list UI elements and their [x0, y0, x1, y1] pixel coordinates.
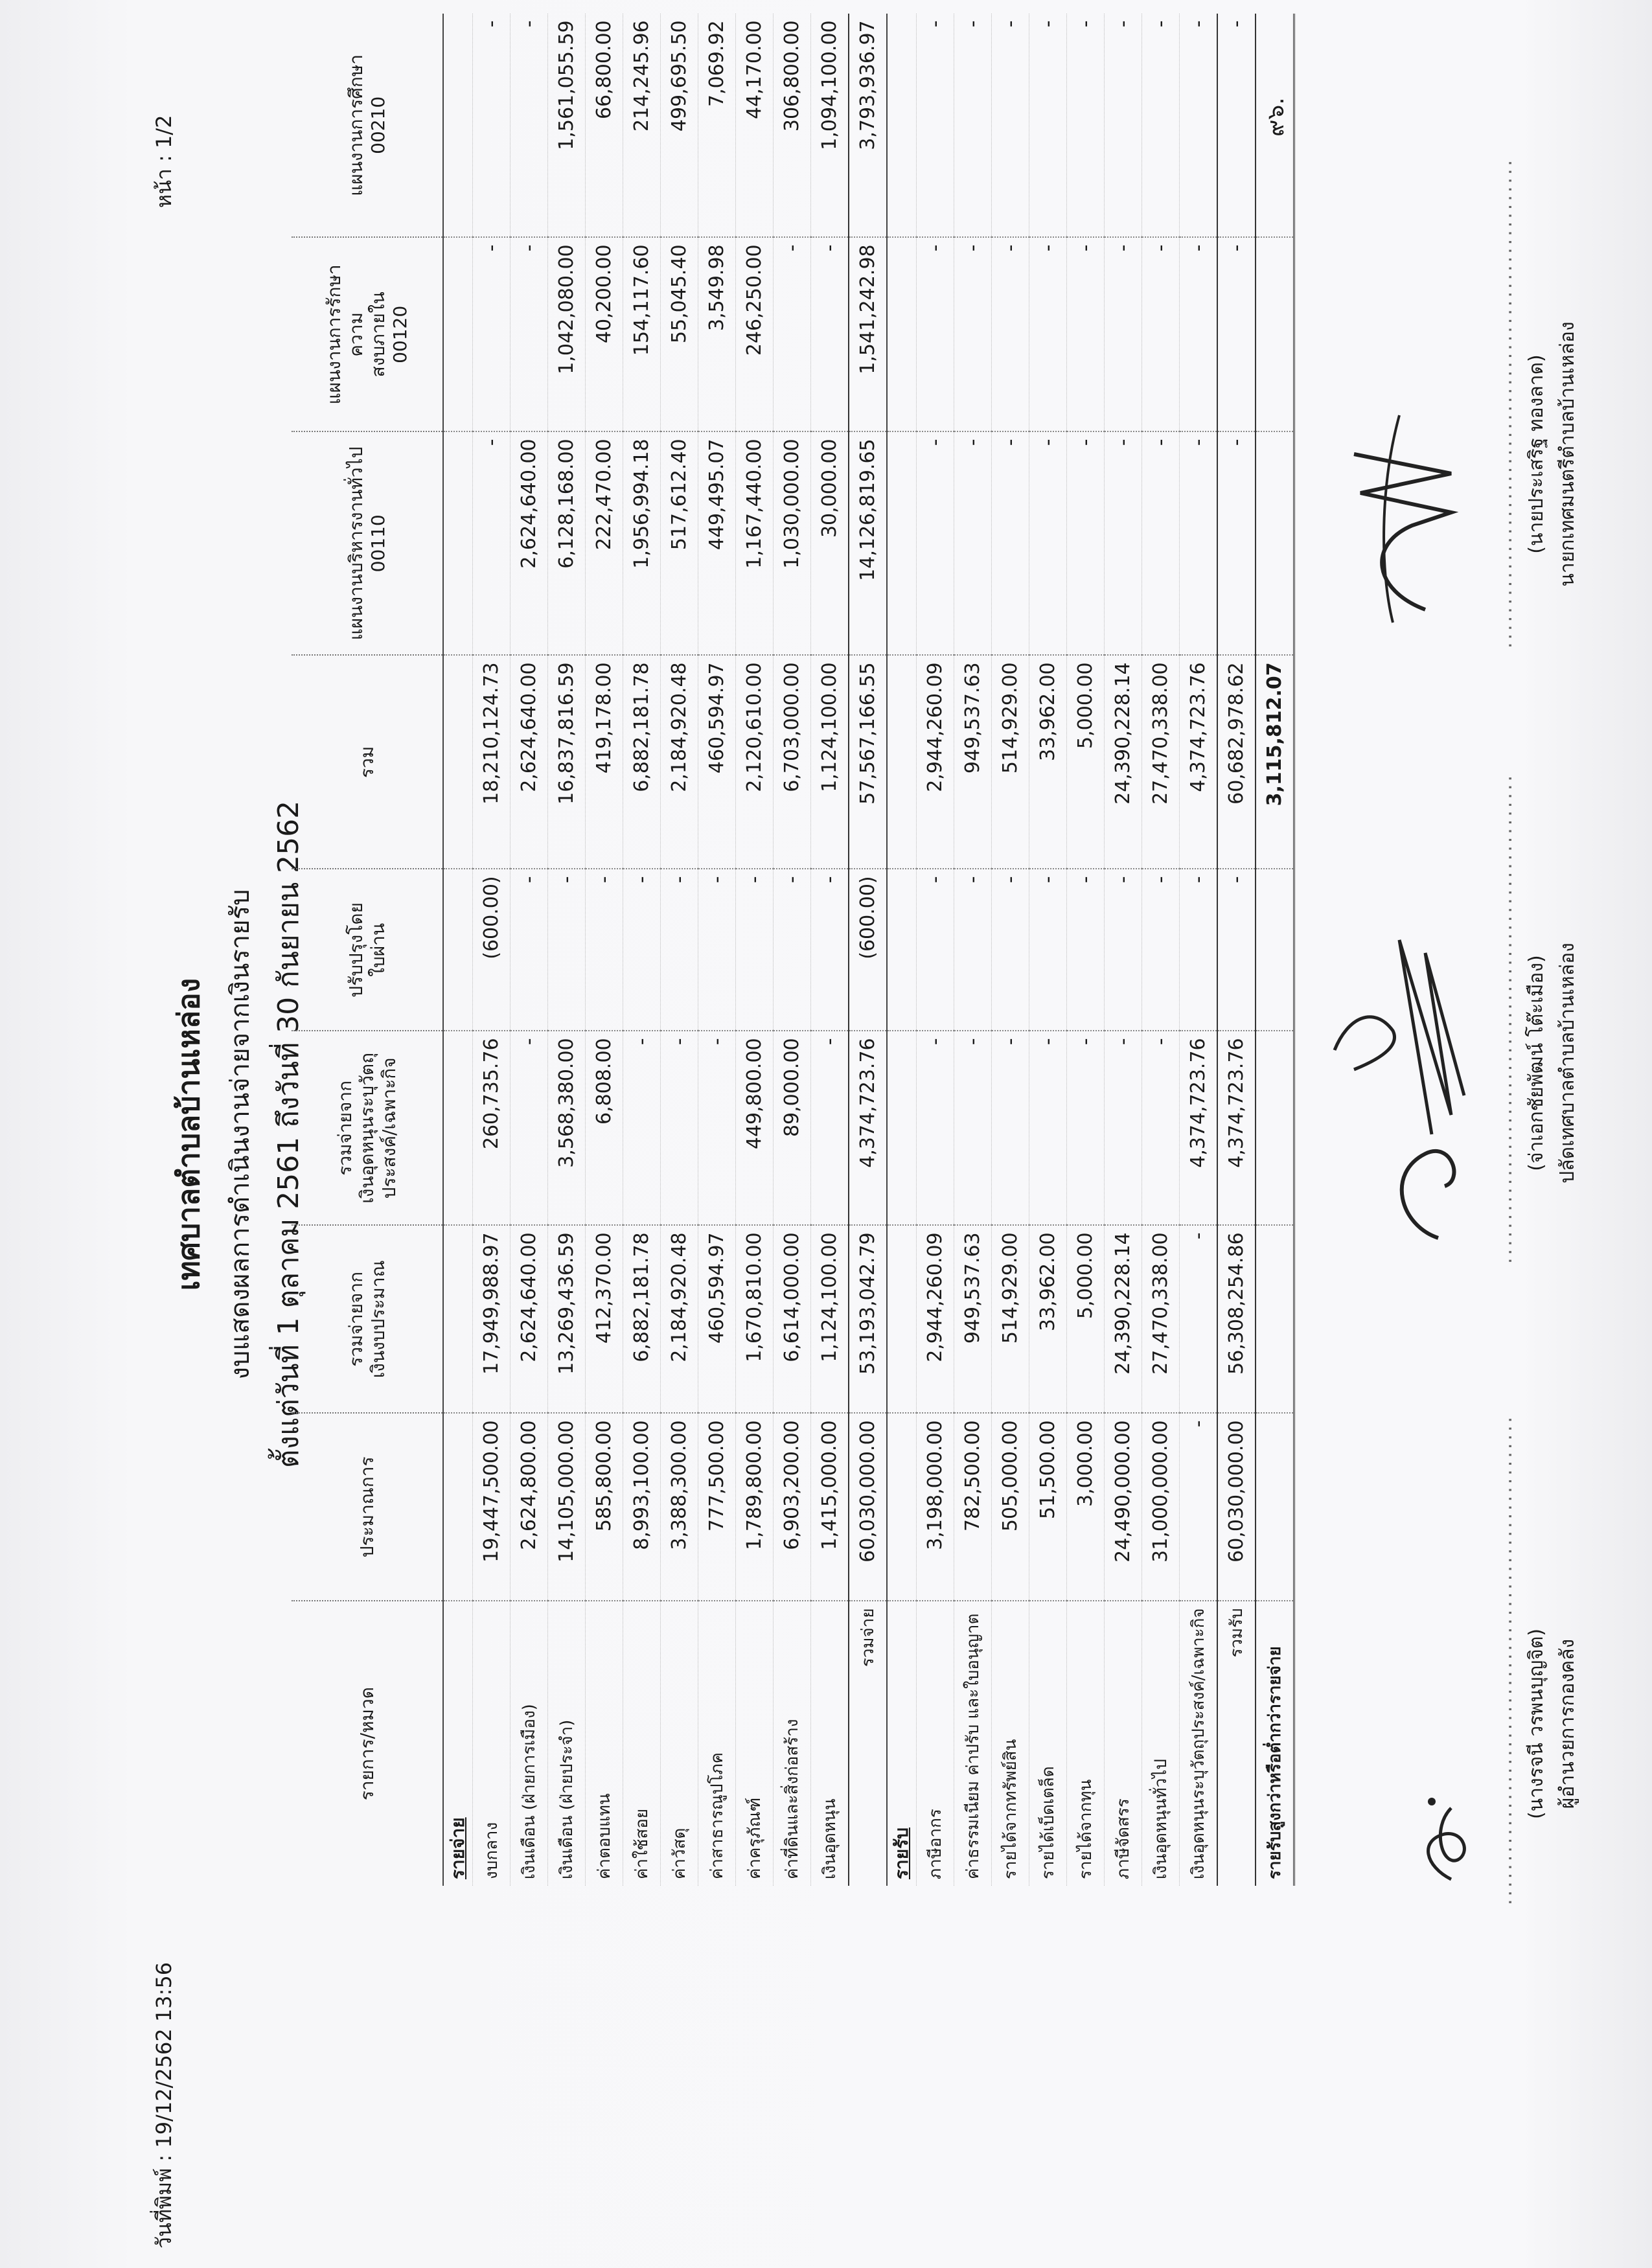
amount-cell: - [698, 869, 736, 1031]
row-label: เงินอุดหนุน [811, 1601, 849, 1886]
amount-cell: 517,612.40 [661, 431, 698, 655]
amount-cell: 154,117.60 [623, 237, 661, 431]
amount-cell: - [548, 869, 586, 1031]
amount-cell: - [473, 14, 511, 237]
amount-cell: - [774, 237, 811, 431]
table-row [992, 14, 1029, 1886]
amount-cell: 499,695.50 [661, 14, 698, 237]
amount-cell: 2,184,920.48 [661, 655, 698, 869]
amount-cell: - [1105, 14, 1142, 237]
table-row [623, 14, 661, 1886]
amount-cell: 66,800.00 [586, 14, 623, 237]
signature-name: (จ่าเอกชัยพัฒน์ โต๊ะเมือง) [1525, 955, 1548, 1171]
column-header: ประมาณการ [292, 1413, 443, 1601]
amount-cell: 214,245.96 [623, 14, 661, 237]
amount-cell: 8,993,100.00 [623, 1413, 661, 1601]
amount-cell: 4,374,723.76 [849, 1031, 887, 1225]
amount-cell: - [511, 869, 548, 1031]
row-label: รายได้เบ็ดเตล็ด [1029, 1601, 1067, 1886]
amount-cell: - [1180, 237, 1218, 431]
amount-cell: 1,789,800.00 [736, 1413, 774, 1601]
row-label: งบกลาง [473, 1601, 511, 1886]
amount-cell: - [1217, 869, 1256, 1031]
amount-cell: 306,800.00 [774, 14, 811, 237]
amount-cell: - [1067, 431, 1105, 655]
amount-cell: 27,470,338.00 [1142, 655, 1180, 869]
amount-cell: - [954, 431, 992, 655]
amount-cell: 19,447,500.00 [473, 1413, 511, 1601]
column-header: แผนงานการศึกษา 00210 [292, 14, 443, 237]
signature-mayor: ........................................................ (นายประเสริฐ ทองลาด) นายกเทศมนตรีตำบลบ้านเหล่อง [1296, 260, 1583, 648]
income-section-header [887, 14, 917, 1886]
amount-cell: - [661, 1031, 698, 1225]
amount-cell: 3,000.00 [1067, 1413, 1105, 1601]
amount-cell: 2,944,260.09 [917, 655, 954, 869]
amount-cell: - [1180, 431, 1218, 655]
amount-cell: - [473, 237, 511, 431]
amount-cell: 460,594.97 [698, 655, 736, 869]
amount-cell: 30,000.00 [811, 431, 849, 655]
amount-cell: 33,962.00 [1029, 1225, 1067, 1413]
table-row [1029, 14, 1067, 1886]
amount-cell: 18,210,124.73 [473, 655, 511, 869]
amount-cell: 16,837,816.59 [548, 655, 586, 869]
amount-cell: 2,624,640.00 [511, 431, 548, 655]
column-header: รวมจ่ายจาก เงินงบประมาณ [292, 1225, 443, 1413]
row-label: ภาษีจัดสรร [1105, 1601, 1142, 1886]
amount-cell: - [1217, 14, 1256, 237]
amount-cell: 1,956,994.18 [623, 431, 661, 655]
signature-position: นายกเทศมนตรีตำบลบ้านเหล่อง [1556, 321, 1579, 587]
amount-cell: 1,541,242.98 [849, 237, 887, 431]
amount-cell: - [736, 869, 774, 1031]
amount-cell: - [1029, 14, 1067, 237]
amount-cell: - [1142, 1031, 1180, 1225]
amount-cell: 55,045.40 [661, 237, 698, 431]
signature-name: (นางรจนี วรพนบุญจิต) [1525, 1628, 1548, 1820]
amount-cell: - [623, 1031, 661, 1225]
table-header-row [292, 14, 443, 1886]
financial-table [292, 14, 1295, 1886]
amount-cell: 2,120,610.00 [736, 655, 774, 869]
amount-cell: 6,882,181.78 [623, 655, 661, 869]
amount-cell: 4,374,723.76 [1180, 1031, 1218, 1225]
amount-cell: 260,735.76 [473, 1031, 511, 1225]
amount-cell: - [1105, 869, 1142, 1031]
amount-cell: 2,624,800.00 [511, 1413, 548, 1601]
amount-cell: - [1029, 1031, 1067, 1225]
amount-cell: 782,500.00 [954, 1413, 992, 1601]
amount-cell: 2,944,260.09 [917, 1225, 954, 1413]
signature-finance-director: ........................................................ (นางรจนี วรพนบุญจิต) ผู้อำนวยการกองคลัง [1406, 1542, 1583, 1905]
row-label: เงินเดือน (ฝ่ายการเมือง) [511, 1601, 548, 1886]
table-row [473, 14, 511, 1886]
amount-cell: - [511, 14, 548, 237]
table-body [443, 14, 1294, 1886]
amount-cell: 2,624,640.00 [511, 1225, 548, 1413]
amount-cell: 4,374,723.76 [1217, 1031, 1256, 1225]
amount-cell: 56,308,254.86 [1217, 1225, 1256, 1413]
table-row [917, 14, 954, 1886]
amount-cell: 1,030,000.00 [774, 431, 811, 655]
print-date: วันที่พิมพ์ : 19/12/2562 13:56 [152, 1962, 176, 2249]
section-label: รายรับ [887, 1601, 917, 1886]
row-label: ค่าตอบแทน [586, 1601, 623, 1886]
table-row [774, 14, 811, 1886]
amount-cell: - [1067, 869, 1105, 1031]
row-label: ค่าครุภัณฑ์ [736, 1601, 774, 1886]
amount-cell: 4,374,723.76 [1180, 655, 1218, 869]
handwritten-signature-2 [1296, 927, 1490, 1264]
amount-cell: 24,390,228.14 [1105, 1225, 1142, 1413]
amount-cell: 585,800.00 [586, 1413, 623, 1601]
amount-cell: - [917, 14, 954, 237]
amount-cell: - [1180, 14, 1218, 237]
column-header: แผนงานการรักษาความ สงบภายใน 00120 [292, 237, 443, 431]
amount-cell: 1,670,810.00 [736, 1225, 774, 1413]
amount-cell: 51,500.00 [1029, 1413, 1067, 1601]
table-row [954, 14, 992, 1886]
table-row [1105, 14, 1142, 1886]
amount-cell: - [1180, 1413, 1218, 1601]
signature-name: (นายประเสริฐ ทองลาด) [1525, 354, 1548, 554]
table-row [1142, 14, 1180, 1886]
amount-cell: - [1180, 1225, 1218, 1413]
amount-cell: 514,929.00 [992, 1225, 1029, 1413]
amount-cell: 7,069.92 [698, 14, 736, 237]
row-label: ค่าสาธารณูปโภค [698, 1601, 736, 1886]
expense-section-header [443, 14, 473, 1886]
amount-cell: 3,568,380.00 [548, 1031, 586, 1225]
income-total-row [1217, 14, 1256, 1886]
signature-position: ผู้อำนวยการกองคลัง [1556, 1638, 1579, 1809]
page-stamp-number: ๙๖. [1263, 97, 1289, 137]
amount-cell: - [1067, 14, 1105, 237]
column-header: รายการ/หมวด [356, 1687, 378, 1801]
amount-cell: 514,929.00 [992, 655, 1029, 869]
column-header: ปรับปรุงโดย ใบผ่าน [292, 869, 443, 1031]
row-label: ค่าใช้สอย [623, 1601, 661, 1886]
amount-cell: 460,594.97 [698, 1225, 736, 1413]
amount-cell: 60,682,978.62 [1217, 655, 1256, 869]
amount-cell: (600.00) [849, 869, 887, 1031]
signature-position: ปลัดเทศบาลตำบลบ้านเหล่อง [1556, 943, 1579, 1184]
amount-cell: 31,000,000.00 [1142, 1413, 1180, 1601]
row-label: รวมรับ [1217, 1601, 1256, 1886]
amount-cell: - [1067, 1031, 1105, 1225]
amount-cell: - [954, 237, 992, 431]
amount-cell: (600.00) [473, 869, 511, 1031]
amount-cell: 949,537.63 [954, 1225, 992, 1413]
amount-cell: 1,561,055.59 [548, 14, 586, 237]
amount-cell: 17,949,988.97 [473, 1225, 511, 1413]
amount-cell: - [1029, 237, 1067, 431]
section-label: รายจ่าย [443, 1601, 473, 1886]
amount-cell: - [917, 431, 954, 655]
expense-total-row [849, 14, 887, 1886]
amount-cell [1256, 431, 1294, 655]
column-header: แผนงานบริหารงานทั่วไป 00110 [292, 431, 443, 655]
report-title: งบแสดงผลการดำเนินงานจ่ายจากเงินรายรับ [225, 889, 255, 1380]
amount-cell: 3,198,000.00 [917, 1413, 954, 1601]
amount-cell: - [992, 869, 1029, 1031]
amount-cell: 6,808.00 [586, 1031, 623, 1225]
amount-cell: 40,200.00 [586, 237, 623, 431]
table-row [661, 14, 698, 1886]
amount-cell: 6,128,168.00 [548, 431, 586, 655]
handwritten-signature-3 [1296, 376, 1490, 648]
amount-cell: 13,269,436.59 [548, 1225, 586, 1413]
amount-cell: 949,537.63 [954, 655, 992, 869]
amount-cell: - [992, 237, 1029, 431]
amount-cell: - [1029, 431, 1067, 655]
amount-cell: 505,000.00 [992, 1413, 1029, 1601]
amount-cell: 14,105,000.00 [548, 1413, 586, 1601]
amount-cell: 6,903,200.00 [774, 1413, 811, 1601]
organization-title: เทศบาลตำบลบ้านเหล่อง [171, 978, 206, 1291]
surplus-row [1256, 14, 1294, 1886]
amount-cell: 6,614,000.00 [774, 1225, 811, 1413]
handwritten-signature-1 [1406, 1776, 1490, 1905]
row-label: เงินเดือน (ฝ่ายประจำ) [548, 1601, 586, 1886]
amount-cell: 3,388,300.00 [661, 1413, 698, 1601]
amount-cell: - [774, 869, 811, 1031]
amount-cell: 3,549.98 [698, 237, 736, 431]
amount-cell: 449,800.00 [736, 1031, 774, 1225]
amount-cell: 6,882,181.78 [623, 1225, 661, 1413]
amount-cell: 1,124,100.00 [811, 655, 849, 869]
report-period: ตั้งแต่วันที่ 1 ตุลาคม 2561 ถึงวันที่ 30 กันยายน 2562 [272, 800, 305, 1469]
amount-cell: 222,470.00 [586, 431, 623, 655]
amount-cell: 5,000.00 [1067, 1225, 1105, 1413]
amount-cell: 57,567,166.55 [849, 655, 887, 869]
amount-cell: - [623, 869, 661, 1031]
amount-cell: - [917, 237, 954, 431]
row-label: ภาษีอากร [917, 1601, 954, 1886]
row-label: เงินอุดหนุนระบุวัตถุประสงค์/เฉพาะกิจ [1180, 1601, 1218, 1886]
amount-cell: 24,390,228.14 [1105, 655, 1142, 869]
table-row [1180, 14, 1218, 1886]
amount-cell: - [1105, 1031, 1142, 1225]
table-row [698, 14, 736, 1886]
column-header: รวมจ่ายจาก เงินอุดหนุนระบุวัตถุ ประสงค์/เฉพาะกิจ [292, 1031, 443, 1225]
amount-cell: - [586, 869, 623, 1031]
amount-cell: - [1029, 869, 1067, 1031]
amount-cell: - [1142, 431, 1180, 655]
row-label: รายได้จากทุน [1067, 1601, 1105, 1886]
amount-cell: 53,193,042.79 [849, 1225, 887, 1413]
amount-cell: - [1142, 237, 1180, 431]
amount-cell: 33,962.00 [1029, 655, 1067, 869]
amount-cell: - [954, 14, 992, 237]
amount-cell: - [992, 14, 1029, 237]
row-label: รวมจ่าย [849, 1601, 887, 1886]
amount-cell [1256, 237, 1294, 431]
amount-cell: 60,030,000.00 [1217, 1413, 1256, 1601]
amount-cell [1256, 1225, 1294, 1413]
page-number: หน้า : 1/2 [152, 115, 176, 208]
amount-cell: 14,126,819.65 [849, 431, 887, 655]
amount-cell: - [954, 869, 992, 1031]
amount-cell: - [1142, 14, 1180, 237]
amount-cell: 1,042,080.00 [548, 237, 586, 431]
amount-cell: - [811, 1031, 849, 1225]
amount-cell: - [1217, 237, 1256, 431]
amount-cell: - [1105, 237, 1142, 431]
row-label: เงินอุดหนุนทั่วไป [1142, 1601, 1180, 1886]
amount-cell: - [1142, 869, 1180, 1031]
row-label: ค่าธรรมเนียม ค่าปรับ และใบอนุญาต [954, 1601, 992, 1886]
amount-cell: - [917, 1031, 954, 1225]
row-label: รายรับสูงกว่าหรือต่ำกว่ารายจ่าย [1256, 1601, 1294, 1886]
column-header: รวม [292, 655, 443, 869]
amount-cell: 1,167,440.00 [736, 431, 774, 655]
amount-cell: 2,624,640.00 [511, 655, 548, 869]
amount-cell: - [661, 869, 698, 1031]
amount-cell: 246,250.00 [736, 237, 774, 431]
amount-cell: - [511, 237, 548, 431]
amount-cell: - [473, 431, 511, 655]
row-label: ค่าที่ดินและสิ่งก่อสร้าง [774, 1601, 811, 1886]
amount-cell: 1,415,000.00 [811, 1413, 849, 1601]
table-row [736, 14, 774, 1886]
amount-cell: 27,470,338.00 [1142, 1225, 1180, 1413]
amount-cell: 419,178.00 [586, 655, 623, 869]
amount-cell: - [1217, 431, 1256, 655]
table-row [511, 14, 548, 1886]
amount-cell: - [992, 1031, 1029, 1225]
amount-cell: - [1067, 237, 1105, 431]
row-label: รายได้จากทรัพย์สิน [992, 1601, 1029, 1886]
amount-cell: 24,490,000.00 [1105, 1413, 1142, 1601]
amount-cell: - [917, 869, 954, 1031]
amount-cell: 60,030,000.00 [849, 1413, 887, 1601]
amount-cell [1256, 869, 1294, 1031]
amount-cell: 3,115,812.07 [1256, 655, 1294, 869]
amount-cell: 777,500.00 [698, 1413, 736, 1601]
amount-cell: 1,124,100.00 [811, 1225, 849, 1413]
amount-cell: 3,793,936.97 [849, 14, 887, 237]
amount-cell: - [1105, 431, 1142, 655]
amount-cell: 412,370.00 [586, 1225, 623, 1413]
table-row [811, 14, 849, 1886]
amount-cell: - [698, 1031, 736, 1225]
amount-cell: - [992, 431, 1029, 655]
amount-cell: 2,184,920.48 [661, 1225, 698, 1413]
amount-cell: - [511, 1031, 548, 1225]
amount-cell: - [811, 237, 849, 431]
row-label: ค่าวัสดุ [661, 1601, 698, 1886]
table-row [586, 14, 623, 1886]
amount-cell [1256, 1031, 1294, 1225]
signature-municipal-clerk: ........................................................ (จ่าเอกชัยพัฒน์ โต๊ะเมือง) ปลัดเทศบาลตำบลบ้านเหล่อง [1296, 862, 1583, 1264]
amount-cell: 89,000.00 [774, 1031, 811, 1225]
report-header [165, 584, 311, 1685]
amount-cell [1256, 1413, 1294, 1601]
amount-cell: 5,000.00 [1067, 655, 1105, 869]
table-row [548, 14, 586, 1886]
amount-cell: 44,170.00 [736, 14, 774, 237]
amount-cell: - [954, 1031, 992, 1225]
amount-cell: - [811, 869, 849, 1031]
amount-cell: 449,495.07 [698, 431, 736, 655]
amount-cell: - [1180, 869, 1218, 1031]
amount-cell: 1,094,100.00 [811, 14, 849, 237]
table-row [1067, 14, 1105, 1886]
amount-cell: 6,703,000.00 [774, 655, 811, 869]
